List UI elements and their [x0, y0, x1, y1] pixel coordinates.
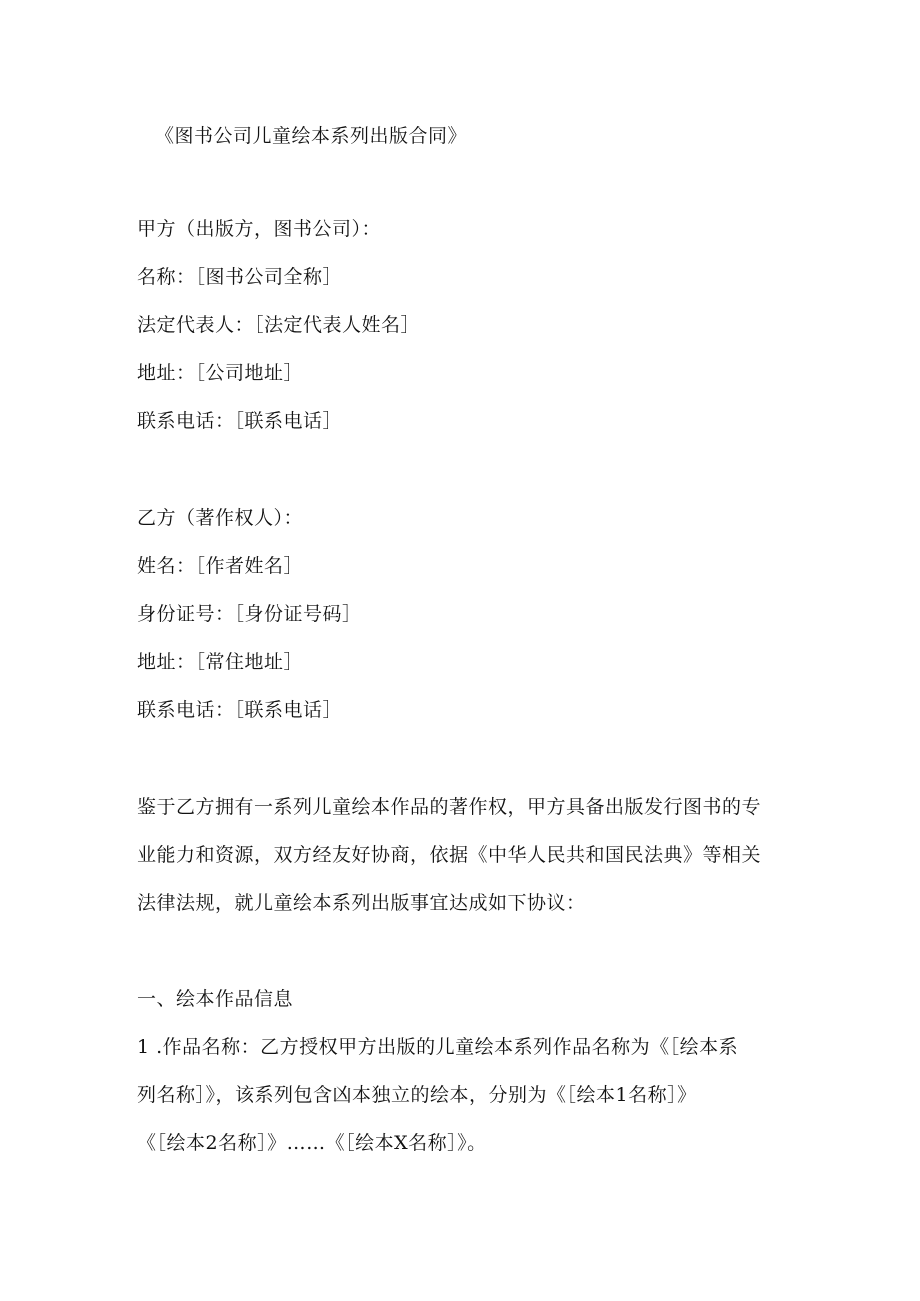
clause-1-line-2: 列名称］》，该系列包含凶本独立的绘本，分别为《［绘本1名称］》 [137, 1084, 697, 1106]
party-a-representative: 法定代表人：［法定代表人姓名］ [137, 314, 421, 336]
section-1-heading: 一、绘本作品信息 [137, 988, 294, 1010]
party-b-phone: 联系电话：［联系电话］ [137, 699, 343, 721]
preamble-line-2: 业能力和资源，双方经友好协商，依据《中华人民共和国民法典》等相关 [137, 844, 762, 866]
preamble-line-1: 鉴于乙方拥有一系列儿童绘本作品的著作权，甲方具备出版发行图书的专 [137, 796, 762, 818]
clause-1-line-3: 《［绘本2名称］》……《［绘本X名称］》。 [137, 1132, 487, 1154]
party-b-address: 地址：［常住地址］ [137, 651, 304, 673]
party-a-heading: 甲方（出版方，图书公司）： [137, 218, 382, 240]
preamble-line-3: 法律法规，就儿童绘本系列出版事宜达成如下协议： [137, 892, 586, 914]
party-a-name: 名称：［图书公司全称］ [137, 266, 343, 288]
document-title: 《图书公司儿童绘本系列出版合同》 [155, 125, 468, 147]
party-b-heading: 乙方（著作权人）： [137, 507, 304, 529]
party-a-phone: 联系电话：［联系电话］ [137, 410, 343, 432]
party-a-address: 地址：［公司地址］ [137, 362, 304, 384]
party-b-id-number: 身份证号：［身份证号码］ [137, 603, 362, 625]
clause-1-line-1: 1 .作品名称：乙方授权甲方出版的儿童绘本系列作品名称为《［绘本系 [137, 1036, 739, 1058]
party-b-name: 姓名：［作者姓名］ [137, 555, 304, 577]
